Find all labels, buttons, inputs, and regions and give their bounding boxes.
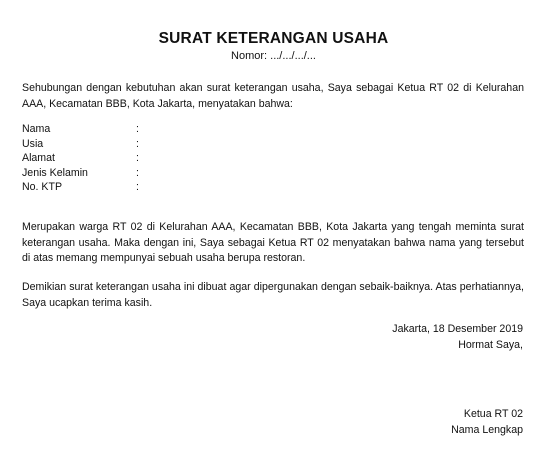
field-colon: : bbox=[136, 137, 139, 150]
body-paragraph-statement: Merupakan warga RT 02 di Kelurahan AAA, Kecamatan BBB, Kota Jakarta yang tengah meminta surat keterangan usaha. Maka dengan ini, Saya sebagai Ketua RT 02 menyatakan bahwa nama yang tersebut di atas memang mempunyai sebuah usaha berupa restoran. bbox=[22, 221, 524, 264]
field-colon: : bbox=[136, 181, 139, 194]
field-jenis-kelamin bbox=[22, 166, 162, 181]
field-usia bbox=[22, 137, 162, 152]
signature-role: Ketua RT 02 bbox=[463, 408, 523, 420]
field-label: Jenis Kelamin bbox=[22, 166, 88, 179]
signature-name: Nama Lengkap bbox=[451, 424, 523, 436]
field-nama bbox=[22, 122, 162, 137]
field-label: Usia bbox=[22, 137, 44, 150]
field-label: No. KTP bbox=[22, 181, 63, 194]
field-alamat bbox=[22, 151, 162, 166]
intro-paragraph: Sehubungan dengan kebutuhan akan surat keterangan usaha, Saya sebagai Ketua RT 02 di Kelurahan AAA, Kecamatan BBB, Kota Jakarta, menyatakan bahwa: bbox=[22, 82, 524, 110]
field-colon: : bbox=[136, 166, 139, 179]
identity-fields bbox=[22, 122, 162, 195]
signature-greeting: Hormat Saya, bbox=[458, 339, 523, 351]
letter-number: Nomor: .../.../.../... bbox=[231, 50, 316, 62]
signature-place-date: Jakarta, 18 Desember 2019 bbox=[392, 323, 523, 335]
field-colon: : bbox=[136, 152, 139, 165]
field-label: Alamat bbox=[22, 152, 55, 165]
field-label: Nama bbox=[22, 123, 51, 135]
letter-title: SURAT KETERANGAN USAHA bbox=[158, 30, 389, 47]
body-paragraph-closing: Demikian surat keterangan usaha ini dibuat agar dipergunakan dengan sebaik-baiknya. Atas perhatiannya, Saya ucapkan terima kasih. bbox=[22, 281, 524, 309]
field-colon: : bbox=[136, 123, 139, 135]
field-no-ktp bbox=[22, 180, 162, 195]
